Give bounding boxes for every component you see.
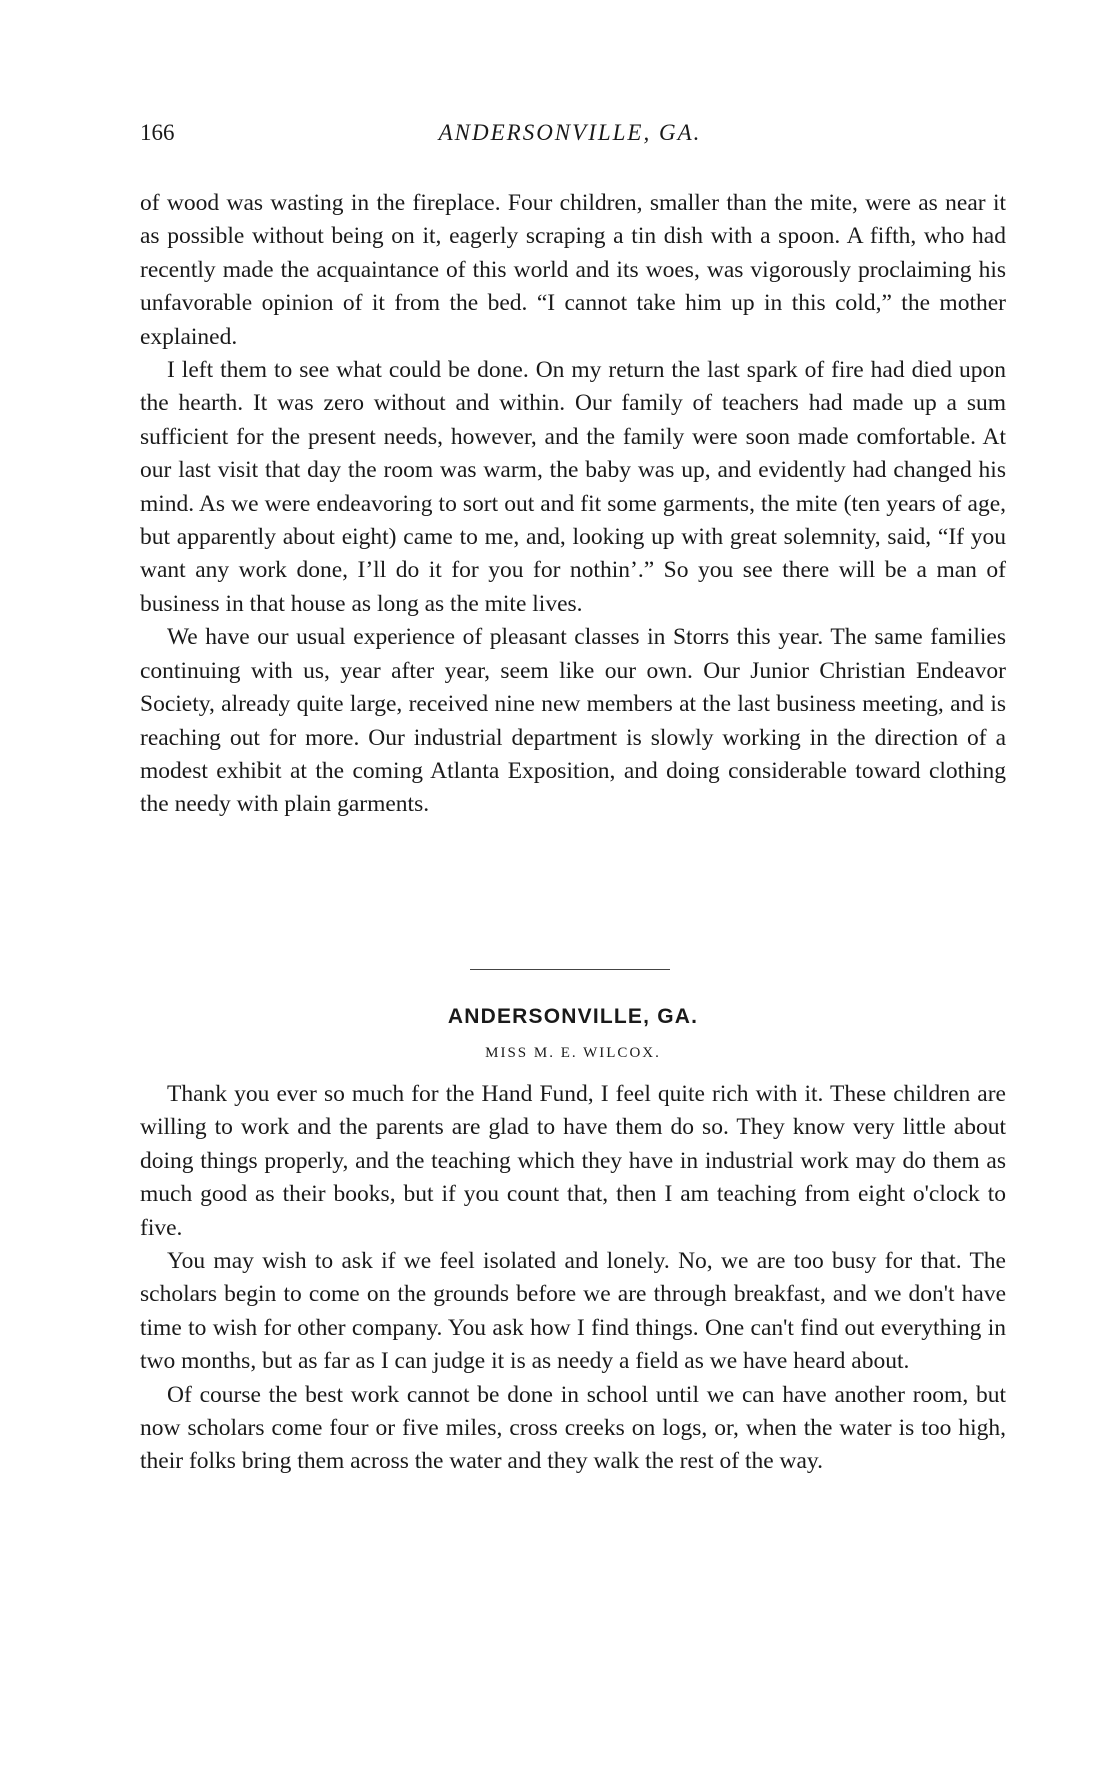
paragraph: Thank you ever so much for the Hand Fund, I feel quite rich with it. These children are willing to work and the parents are glad to have them do so. They know very little about doing things properly, and the teaching which they have in industrial work may do them as much good as their books, but if you count that, then I am teaching from eight o'clock to five. <box>140 1081 1006 1241</box>
author-byline: MISS M. E. WILCOX. <box>485 1045 661 1061</box>
page-number: 166 <box>140 120 175 145</box>
paragraph: Of course the best work cannot be done in school until we can have another room, but now scholars come four or five miles, cross creeks on logs, or, when the water is too high, their folks bring them across the water and they walk the rest of the way. <box>140 1381 1006 1475</box>
running-title: ANDERSONVILLE, GA. <box>438 120 702 145</box>
section-divider <box>470 969 670 970</box>
paragraph: We have our usual experience of pleasant classes in Storrs this year. The same families continuing with us, year after year, seem like our own. Our Junior Christian Endeavor Society, already quite large, received nine new members at the last business meeting, and is reaching out for more. Our industrial department is slowly working in the direction of a modest exhibit at the coming Atlanta Exposition, and doing considerable toward clothing the needy with plain garments. <box>140 624 1006 818</box>
section-heading: ANDERSONVILLE, GA. <box>447 1005 699 1028</box>
running-head <box>140 120 1000 160</box>
section-body <box>140 1078 1006 1479</box>
paragraph: I left them to see what could be done. On my return the last spark of fire had died upon the hearth. It was zero without and within. Our family of teachers had made up a sum sufficient for the present needs, however, and the family were soon made comfortable. At our last visit that day the room was warm, the baby was up, and evidently had changed his mind. As we were endeavoring to sort out and fit some garments, the mite (ten years of age, but apparently about eight) came to me, and, looking up with great solemnity, said, “If you want any work done, I’ll do it for you for nothin’.” So you see there will be a man of business in that house as long as the mite lives. <box>140 357 1006 617</box>
paragraph: of wood was wasting in the fireplace. Four children, smaller than the mite, were as near it as possible without being on it, eagerly scraping a tin dish with a spoon. A fifth, who had recently made the acquaintance of this world and its woes, was vigorously proclaiming his unfavorable opinion of it from the bed. “I cannot take him up in this cold,” the mother explained. <box>140 190 1006 350</box>
continued-article <box>140 187 1006 822</box>
paragraph: You may wish to ask if we feel isolated and lonely. No, we are too busy for that. The scholars begin to come on the grounds before we are through breakfast, and we don't have time to wish for other company. You ask how I find things. One can't find out everything in two months, but as far as I can judge it is as needy a field as we have heard about. <box>140 1248 1006 1375</box>
